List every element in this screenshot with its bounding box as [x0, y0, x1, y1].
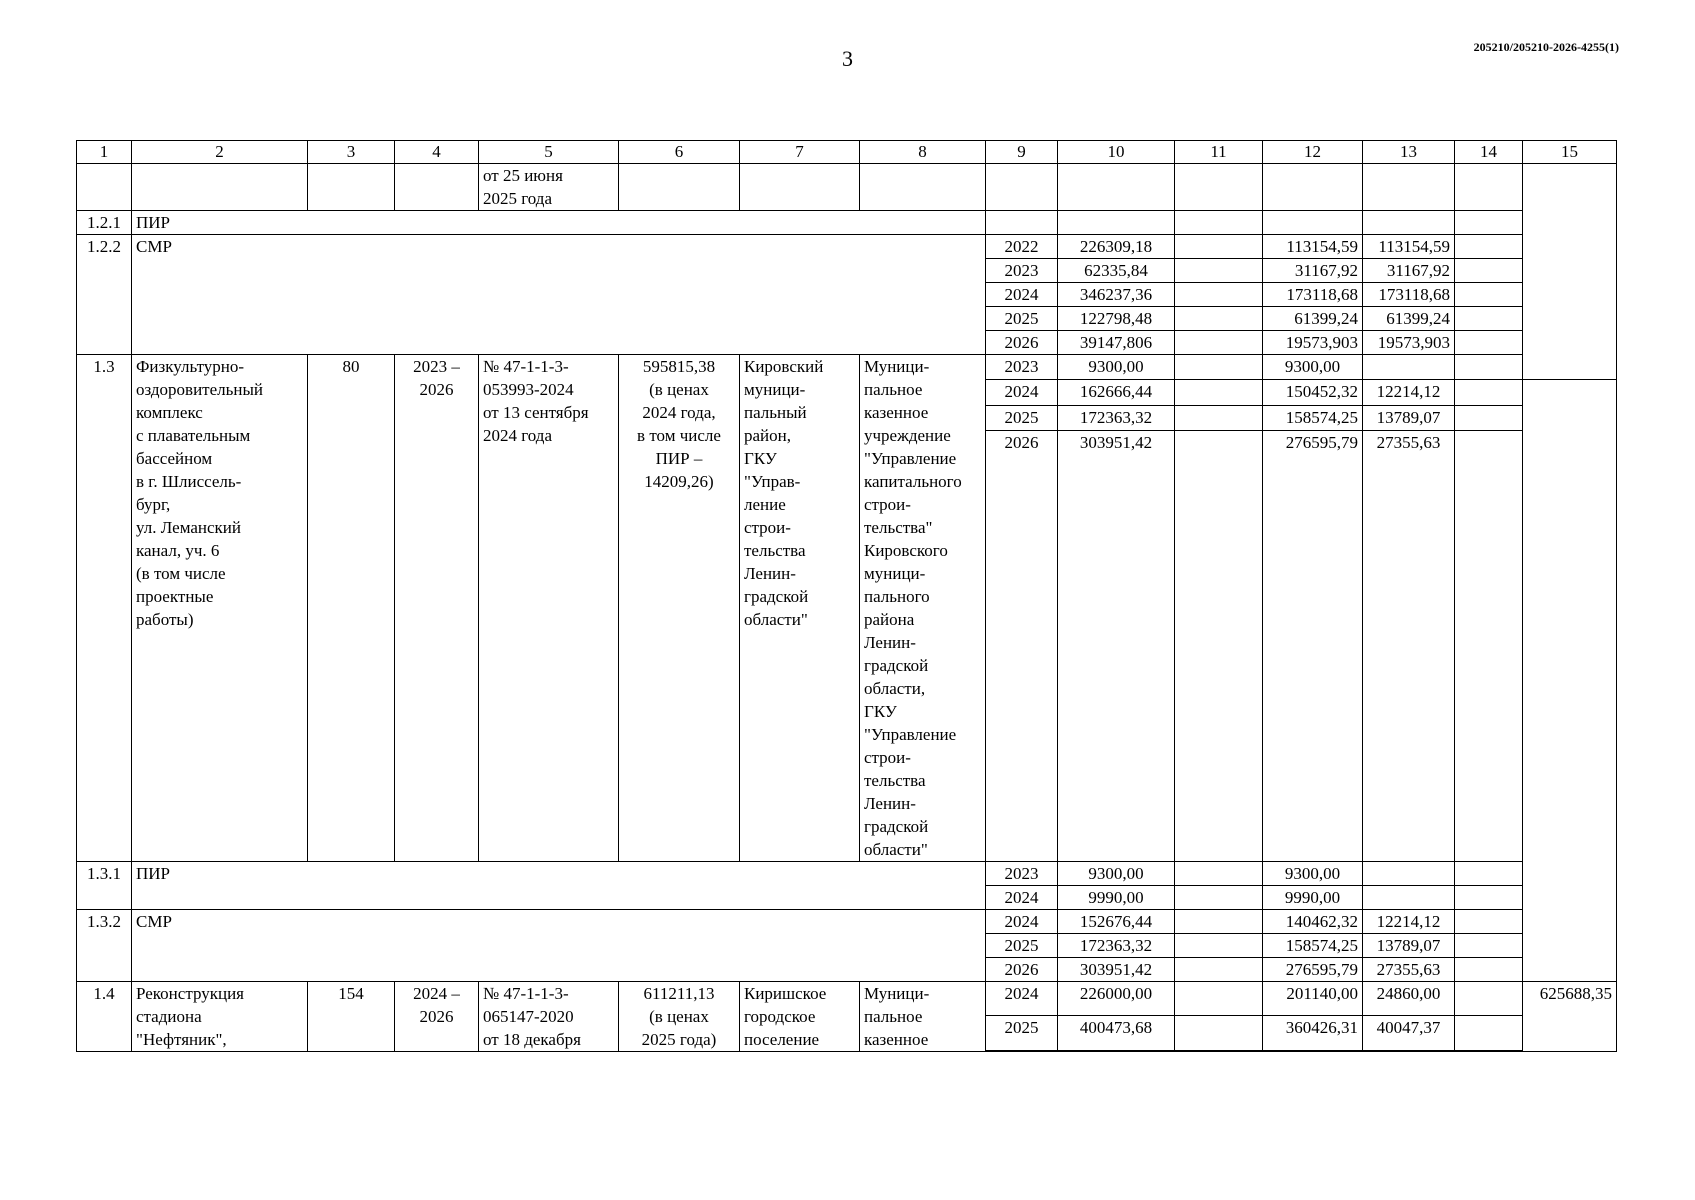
column-header: 10	[1058, 141, 1175, 164]
column-header: 1	[77, 141, 132, 164]
customer-cell: Муници- пальное казенное	[860, 982, 986, 1052]
amount-cell: 27355,63	[1363, 431, 1455, 862]
amount-cell: 31167,92	[1263, 259, 1363, 283]
row-number: 1.3.2	[77, 910, 132, 982]
amount-cell: 201140,00	[1263, 982, 1363, 1016]
column-header: 3	[308, 141, 395, 164]
table-row	[77, 355, 1617, 380]
amount-cell: 27355,63	[1363, 958, 1455, 982]
column-header: 2	[132, 141, 308, 164]
row-number: 1.2.2	[77, 235, 132, 355]
amount-cell: 303951,42	[1058, 431, 1175, 862]
table-row	[77, 982, 1617, 1016]
object-name: Физкультурно- оздоровительный комплекс с плавательным бассейном в г. Шлиссель- бург, ул. Леманский канал, уч. 6 (в том числе проектные работы)	[132, 355, 308, 862]
column-header: 15	[1523, 141, 1617, 164]
row-number: 1.3.1	[77, 862, 132, 910]
column-number-row	[77, 141, 1617, 164]
column-header: 9	[986, 141, 1058, 164]
amount-cell: 122798,48	[1058, 307, 1175, 331]
column-header: 7	[740, 141, 860, 164]
year-cell: 2024	[986, 380, 1058, 405]
document-id: 205210/205210-2026-4255(1)	[1473, 40, 1619, 54]
column-header: 4	[395, 141, 479, 164]
amount-cell: 226000,00	[1058, 982, 1175, 1016]
amount-cell	[1263, 1050, 1363, 1051]
amount-cell: 24860,00	[1363, 982, 1455, 1016]
amount-cell: 9990,00	[1263, 886, 1363, 910]
amount-cell: 162666,44	[1058, 380, 1175, 405]
row-number: 1.2.1	[77, 211, 132, 235]
estimated-cost-cell: 611211,13 (в ценах 2025 года)	[619, 982, 740, 1052]
year-cell: 2023	[986, 259, 1058, 283]
year-cell: 2025	[986, 1016, 1058, 1050]
period-cell: 2024 – 2026	[395, 982, 479, 1052]
table-row	[77, 862, 1617, 886]
amount-cell: 172363,32	[1058, 934, 1175, 958]
amount-cell	[1058, 1050, 1175, 1051]
work-type-label: ПИР	[132, 211, 986, 235]
amount-cell: 113154,59	[1263, 235, 1363, 259]
period-cell: 2023 – 2026	[395, 355, 479, 862]
expertise-cell: № 47-1-1-3- 065147-2020 от 18 декабря	[479, 982, 619, 1052]
amount-cell: 9300,00	[1263, 862, 1363, 886]
municipality-cell: Кировский муници- пальный район, ГКУ "Управ- ление строи- тельства Ленин- градской области"	[740, 355, 860, 862]
table-row	[77, 211, 1617, 235]
amount-cell: 61399,24	[1363, 307, 1455, 331]
amount-cell: 40047,37	[1363, 1016, 1455, 1050]
amount-cell: 9300,00	[1263, 355, 1363, 380]
amount-cell: 13789,07	[1363, 405, 1455, 430]
total-cost-cell: 625688,35	[1523, 982, 1617, 1052]
amount-cell: 9300,00	[1058, 355, 1175, 380]
column-header: 14	[1455, 141, 1523, 164]
table-row	[77, 164, 1617, 211]
row-number: 1.3	[77, 355, 132, 862]
amount-cell: 113154,59	[1363, 235, 1455, 259]
amount-cell	[1363, 1050, 1455, 1051]
year-cell: 2025	[986, 934, 1058, 958]
year-cell: 2025	[986, 405, 1058, 430]
amount-cell: 62335,84	[1058, 259, 1175, 283]
column-header: 11	[1175, 141, 1263, 164]
amount-cell: 39147,806	[1058, 331, 1175, 355]
amount-cell: 400473,68	[1058, 1016, 1175, 1050]
year-cell: 2026	[986, 958, 1058, 982]
amount-cell: 158574,25	[1263, 934, 1363, 958]
amount-cell: 140462,32	[1263, 910, 1363, 934]
work-type-label: СМР	[132, 910, 986, 982]
year-cell: 2023	[986, 862, 1058, 886]
column-header: 6	[619, 141, 740, 164]
work-type-label: ПИР	[132, 862, 986, 910]
year-cell: 2024	[986, 910, 1058, 934]
amount-cell: 226309,18	[1058, 235, 1175, 259]
amount-cell: 276595,79	[1263, 431, 1363, 862]
estimated-cost-cell: 595815,38 (в ценах 2024 года, в том числе ПИР – 14209,26)	[619, 355, 740, 862]
amount-cell: 12214,12	[1363, 910, 1455, 934]
column-header: 5	[479, 141, 619, 164]
financing-table	[76, 140, 1617, 1052]
amount-cell	[1363, 355, 1455, 380]
year-cell: 2023	[986, 355, 1058, 380]
municipality-cell: Киришское городское поселение	[740, 982, 860, 1052]
year-cell: 2025	[986, 307, 1058, 331]
year-cell: 2024	[986, 982, 1058, 1016]
year-cell: 2026	[986, 331, 1058, 355]
amount-cell: 173118,68	[1263, 283, 1363, 307]
approval-date-cell: от 25 июня 2025 года	[479, 164, 619, 211]
year-cell	[986, 1050, 1058, 1051]
amount-cell: 19573,903	[1263, 331, 1363, 355]
amount-cell: 346237,36	[1058, 283, 1175, 307]
amount-cell: 172363,32	[1058, 405, 1175, 430]
capacity-cell: 154	[308, 982, 395, 1052]
expertise-cell: № 47-1-1-3- 053993-2024 от 13 сентября 2024 года	[479, 355, 619, 862]
amount-cell: 360426,31	[1263, 1016, 1363, 1050]
column-header: 12	[1263, 141, 1363, 164]
year-cell: 2024	[986, 283, 1058, 307]
amount-cell: 158574,25	[1263, 405, 1363, 430]
amount-cell: 31167,92	[1363, 259, 1455, 283]
column-header: 8	[860, 141, 986, 164]
year-cell: 2022	[986, 235, 1058, 259]
object-name: Реконструкция стадиона "Нефтяник",	[132, 982, 308, 1052]
amount-cell: 19573,903	[1363, 331, 1455, 355]
amount-cell: 150452,32	[1263, 380, 1363, 405]
amount-cell: 13789,07	[1363, 934, 1455, 958]
amount-cell: 12214,12	[1363, 380, 1455, 405]
table-row	[77, 910, 1617, 934]
year-cell: 2024	[986, 886, 1058, 910]
year-cell: 2026	[986, 431, 1058, 862]
customer-cell: Муници- пальное казенное учреждение "Управление капитального строи- тельства" Кировского муници- пального района Ленин- градской области, ГКУ "Управление строи- тельства Ленин- градской области"	[860, 355, 986, 862]
row-number: 1.4	[77, 982, 132, 1052]
capacity-cell: 80	[308, 355, 395, 862]
amount-cell: 9300,00	[1058, 862, 1175, 886]
amount-cell: 173118,68	[1363, 283, 1455, 307]
amount-cell: 152676,44	[1058, 910, 1175, 934]
page-number: 3	[842, 46, 853, 71]
amount-cell: 61399,24	[1263, 307, 1363, 331]
amount-cell: 303951,42	[1058, 958, 1175, 982]
amount-cell: 276595,79	[1263, 958, 1363, 982]
table-row	[77, 235, 1617, 259]
column-header: 13	[1363, 141, 1455, 164]
work-type-label: СМР	[132, 235, 986, 355]
amount-cell: 9990,00	[1058, 886, 1175, 910]
